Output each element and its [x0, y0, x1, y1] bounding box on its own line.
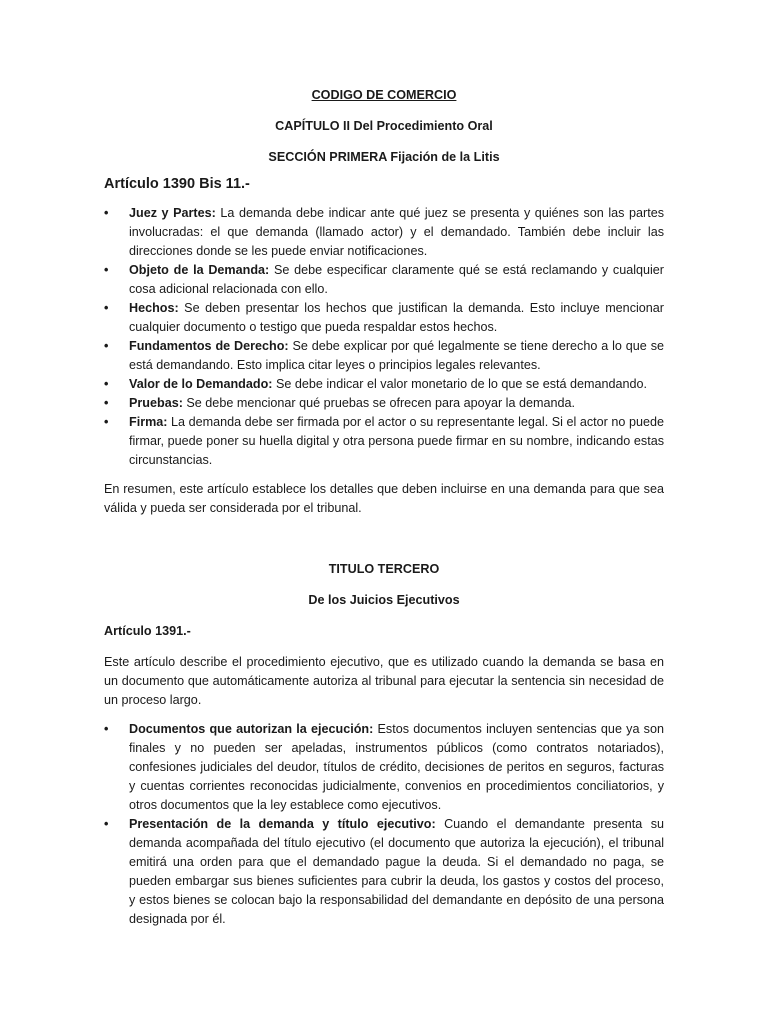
list-item-text: Se debe mencionar qué pruebas se ofrecen para apoyar la demanda. [182, 396, 575, 410]
list-item-term: Valor de lo Demandado: [129, 377, 273, 391]
bullet-icon: • [104, 722, 109, 736]
article-1390-heading: Artículo 1390 Bis 11.- [104, 176, 250, 192]
list-item-text: Se deben presentar los hechos que justifican la demanda. Esto incluye mencionar cualquier documento o testigo que pueda respaldar estos hechos. [129, 301, 664, 334]
list-item-term: Juez y Partes: [129, 206, 216, 220]
bullet-icon: • [104, 377, 109, 391]
document-title: CODIGO DE COMERCIO [311, 88, 457, 102]
list-item-term: Objeto de la Demanda: [129, 263, 270, 277]
list-item-term: Documentos que autorizan la ejecución: [129, 722, 374, 736]
list-item [104, 204, 664, 261]
spacer [104, 710, 664, 720]
list-item-text: Se debe especificar claramente qué se está reclamando y cualquier cosa adicional relacionada con ello. [129, 263, 664, 296]
list-item-term: Presentación de la demanda y título ejecutivo: [129, 817, 436, 831]
list-item-text: Se debe explicar por qué legalmente se tiene derecho a lo que se está demandando. Esto implica citar leyes o principios legales relevantes. [129, 339, 665, 372]
list-item-term: Firma: [129, 415, 168, 429]
summary-paragraph: En resumen, este artículo establece los detalles que deben incluirse en una demanda para que sea válida y pueda ser considerada por el tribunal. [104, 482, 664, 515]
bullet-icon: • [104, 301, 109, 315]
spacer [104, 518, 664, 560]
juicios-ejecutivos-heading: De los Juicios Ejecutivos [308, 593, 460, 607]
spacer [104, 470, 664, 480]
list-item [104, 413, 664, 470]
section-heading: SECCIÓN PRIMERA Fijación de la Litis [268, 150, 500, 164]
list-item-term: Pruebas: [129, 396, 183, 410]
title-tercero-heading: TITULO TERCERO [328, 562, 440, 576]
list-item-term: Fundamentos de Derecho: [129, 339, 289, 353]
list-item [104, 299, 664, 337]
bullet-icon: • [104, 415, 109, 429]
list-item-text: Cuando el demandante presenta su demanda acompañada del título ejecutivo (el documento que autoriza la ejecución), el tribunal emitirá una orden para que el demandado pague la deuda. Si el demandado no paga, se pueden embargar sus bienes suficientes para cubrir la deuda, los gastos y costos del proceso, y estos bienes se colocan bajo la responsabilidad del demandante en depósito de una persona designada por él. [129, 817, 664, 926]
list-item-text: Se debe indicar el valor monetario de lo que se está demandando. [272, 377, 648, 391]
list-item-text: Estos documentos incluyen sentencias que ya son finales y no pueden ser apeladas, instrumentos públicos (como contratos notariados), confesiones judiciales del deudor, títulos de crédito, decisiones de peritos en seguros, facturas y cuentas corrientes reconocidas judicialmente, convenios en procedimientos conciliatorios, y otros documentos que la ley establece como ejecutivos. [129, 722, 664, 812]
executive-procedure-list [104, 720, 664, 929]
bullet-icon: • [104, 263, 109, 277]
list-item [104, 815, 664, 929]
list-item [104, 261, 664, 299]
list-item-text: La demanda debe indicar ante qué juez se presenta y quiénes son las partes involucradas: el que demanda (llamado actor) y el demandado. También debe incluir las direcciones donde se les puede enviar notificaciones. [129, 206, 664, 258]
bullet-icon: • [104, 206, 109, 220]
bullet-icon: • [104, 817, 109, 831]
list-item-text: La demanda debe ser firmada por el actor o su representante legal. Si el actor no puede firmar, puede poner su huella digital y otra persona puede firmar en su nombre, indicando estas circunstancias. [129, 415, 664, 467]
list-item [104, 394, 664, 413]
list-item [104, 337, 664, 375]
list-item [104, 375, 664, 394]
list-item [104, 720, 664, 815]
requirements-list [104, 204, 664, 470]
intro-paragraph: Este artículo describe el procedimiento ejecutivo, que es utilizado cuando la demanda se basa en un documento que automáticamente autoriza al tribunal para ejecutar la sentencia sin necesidad de un proceso largo. [104, 655, 664, 707]
list-item-term: Hechos: [129, 301, 179, 315]
chapter-heading: CAPÍTULO II Del Procedimiento Oral [275, 119, 493, 133]
article-1391-heading: Artículo 1391.- [104, 624, 191, 638]
bullet-icon: • [104, 396, 109, 410]
bullet-icon: • [104, 339, 109, 353]
